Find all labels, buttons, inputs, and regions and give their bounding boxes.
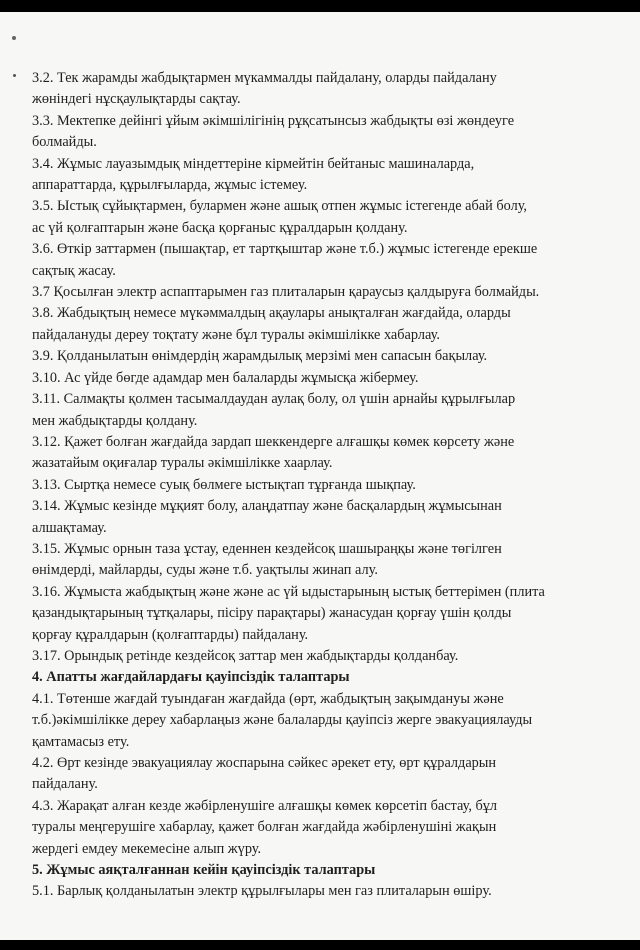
text-line: 3.6. Өткір заттармен (пышақтар, ет тартқыштар және т.б.) жұмыс істегенде ерекше	[32, 241, 538, 258]
text-line: пайдалануды дереу тоқтату және бұл туралы әкімшілікке хабарлау.	[32, 326, 440, 343]
text-line: 4.2. Өрт кезінде эвакуациялау жоспарына сәйкес әрекет ету, өрт құралдарын	[32, 755, 497, 771]
text-line: т.б.)әкімшілікке дереу хабарлаңыз және балаларды қауіпсіз жерге эвакуациялауды	[32, 712, 533, 729]
text-line: 3.10. Ас үйде бөгде адамдар мен балаларды жұмысқа жібермеу.	[32, 369, 419, 386]
text-line: қазандықтарының тұтқалары, пісіру парақтары) жанасудан қорғау үшін қолды	[32, 605, 512, 622]
top-frame-bar	[0, 0, 640, 12]
text-line: 3.11. Салмақты қолмен тасымалдаудан аулақ болу, ол үшін арнайы құрылғылар	[32, 391, 516, 408]
text-line: жөніндегі нұсқаулықтарды сақтау.	[32, 91, 241, 108]
text-line: ас үй қолғаптарын және басқа қорғаныс құралдарын қолдану.	[32, 219, 408, 236]
text-line: болмайды.	[32, 134, 97, 151]
margin-bullet-mark	[13, 74, 16, 77]
text-line: 3.14. Жұмыс кезінде мұқият болу, алаңдатпау және басқалардың жұмысынан	[32, 498, 502, 515]
text-line: 5.1. Барлық қолданылатын электр құрылғылары мен газ плиталарын өшіру.	[32, 883, 492, 900]
text-line: 3.5. Ыстық сұйықтармен, булармен және ашық отпен жұмыс істегенде абай болу,	[32, 198, 528, 215]
text-line: 3.13. Сыртқа немесе суық бөлмеге ыстықтап тұрғанда шықпау.	[32, 476, 416, 493]
text-line: 3.2. Тек жарамды жабдықтармен мүкаммалды пайдалану, оларды пайдалану	[32, 70, 497, 86]
text-line: 3.15. Жұмыс орнын таза ұстау, еденнен кездейсоқ шашыраңқы және төгілген	[32, 540, 502, 557]
text-line: мен жабдықтарды қолдану.	[32, 412, 198, 429]
text-line: қорғау құралдарын (қолғаптарды) пайдалану.	[32, 626, 309, 643]
text-line: 3.7 Қосылған электр аспаптарымен газ плиталарын қараусыз қалдыруға болмайды.	[32, 284, 540, 301]
text-line: 3.9. Қолданылатын өнімдердің жарамдылық мерзімі мен сапасын бақылау.	[32, 348, 488, 365]
document-page	[0, 12, 640, 940]
text-line: сақтық жасау.	[32, 262, 116, 279]
text-line: 4.3. Жарақат алған кезде жәбірленушіге алғашқы көмек көрсетіп бастау, бұл	[32, 797, 498, 814]
text-line: аппараттарда, құрылғыларда, жұмыс істемеу.	[32, 177, 308, 194]
section-heading: 5. Жұмыс аяқталғаннан кейін қауіпсіздік талаптары	[32, 862, 376, 879]
text-line: алшақтамау.	[32, 519, 107, 536]
text-line: өнімдерді, майларды, суды және т.б. уақтылы жинап алу.	[32, 562, 378, 579]
bottom-frame-bar	[0, 940, 640, 950]
scan-speck	[12, 36, 16, 40]
text-line: 3.8. Жабдықтың немесе мүкәммалдың ақаулары анықталған жағдайда, оларды	[32, 305, 511, 322]
text-line: 3.3. Мектепке дейінгі ұйым әкімшілігінің рұқсатынсыз жабдықты өзі жөндеуге	[32, 112, 515, 129]
text-line: 4.1. Төтенше жағдай туындаған жағдайда (өрт, жабдықтың зақымдануы және	[32, 690, 504, 707]
text-line: 3.12. Қажет болған жағдайда зардап шеккендерге алғашқы көмек көрсету және	[32, 433, 515, 450]
text-line: 3.17. Орындық ретінде кездейсоқ заттар мен жабдықтарды қолданбау.	[32, 647, 459, 664]
section-heading: 4. Апатты жағдайлардағы қауіпсіздік талаптары	[32, 669, 350, 686]
text-line: туралы меңгерушіге хабарлау, қажет болған жағдайда жәбірленушіні жақын	[32, 819, 497, 836]
text-line: жердегі емдеу мекемесіне алып жүру.	[32, 840, 262, 857]
text-line: жазатайым оқиғалар туралы әкімшілікке хаарлау.	[32, 455, 333, 472]
text-line: пайдалану.	[32, 776, 98, 793]
text-line: қамтамасыз ету.	[32, 733, 130, 750]
text-line: 3.4. Жұмыс лауазымдық міндеттеріне кірмейтін бейтаныс машиналарда,	[32, 155, 475, 172]
text-line: 3.16. Жұмыста жабдықтың және және ас үй ыдыстарының ыстық беттерімен (плита	[32, 583, 545, 600]
document-body	[32, 68, 602, 903]
